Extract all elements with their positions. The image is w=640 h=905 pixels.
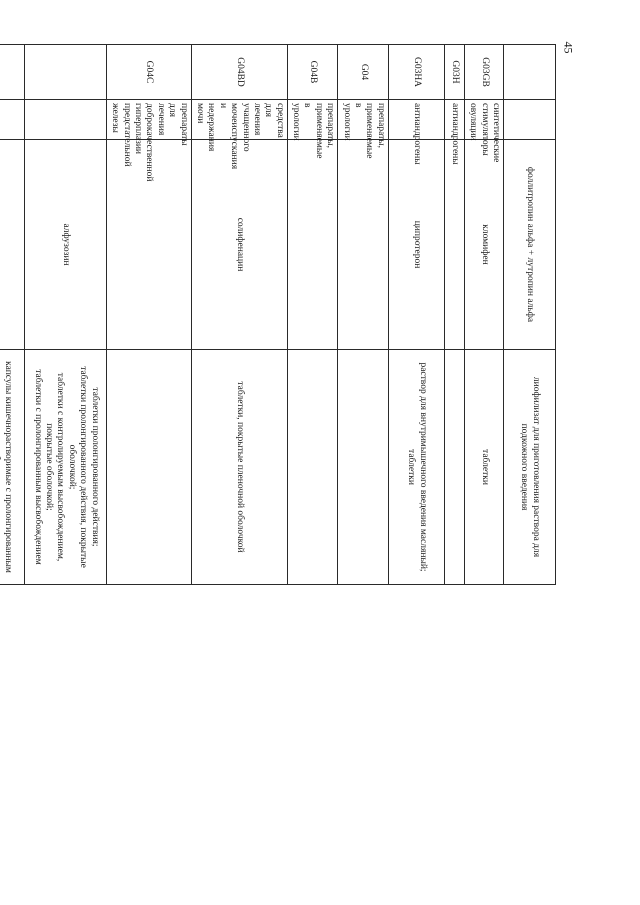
atc-code-cell [24,45,106,100]
page-number: 45 [561,41,576,54]
dosage-form-cell [24,350,106,585]
dosage-form-cell [388,350,444,585]
dosage-form-cell [287,350,338,585]
drug-name-cell [287,140,338,350]
drug-name-cell: фоллитропин альфа + лутропин альфа [504,140,556,350]
dosage-form-line: таблетки с контролируемым высвобождением, покрытые оболочкой; [43,372,66,562]
dosage-form-line: таблетки [479,449,490,485]
table-row [106,45,191,862]
table-row [191,45,287,862]
atc-code-cell: G04C [106,45,191,100]
atc-code-cell: G03GB [464,45,503,100]
table-row [504,45,556,862]
group-name-cell: препараты для лечения доброкачественной гиперплазии предстательной железы [106,100,191,140]
drug-name-cell: алфузозин [24,140,106,350]
table-row [287,45,338,862]
group-name-cell [0,100,24,140]
dosage-form-line: таблетки, покрытые пленочной оболочкой [234,381,245,553]
dosage-form-line: таблетки [406,449,417,485]
group-name-cell: препараты, применяемые в урологии [287,100,338,140]
drug-name-cell [444,140,464,350]
group-name-cell: антиандрогены [388,100,444,140]
group-name-cell: препараты, применяемые в урологии [338,100,389,140]
dosage-form-line: раствор для внутримышечного введения масляный; [417,362,428,572]
table-row [388,45,444,862]
atc-code-cell [0,45,24,100]
drug-table-rotated [2,44,556,861]
dosage-form-line: капсулы кишечнорастворимые с пролонгированным [2,361,13,573]
table-row [338,45,389,862]
dosage-form-line: таблетки пролонгированного действия, покрытые оболочкой; [66,366,89,568]
dosage-form-line: таблетки пролонгированного действия; [89,387,100,547]
atc-code-cell: G04 [338,45,389,100]
dosage-form-cell [464,350,503,585]
drug-name-cell: солифенацин [191,140,287,350]
dosage-form-cell [338,350,389,585]
atc-code-cell: G04BD [191,45,287,100]
dosage-form-cell [444,350,464,585]
atc-code-cell: G04B [287,45,338,100]
table-row [444,45,464,862]
drug-name-cell [0,140,24,350]
table-row [24,45,106,862]
drug-name-cell [338,140,389,350]
dosage-form-cell [0,350,24,585]
group-name-cell: синтетические стимуляторы овуляции [464,100,503,140]
dosage-form-cell [191,350,287,585]
atc-code-cell: G03HA [388,45,444,100]
group-name-cell: антиандрогены [444,100,464,140]
drug-table [0,44,556,862]
table-row [464,45,503,862]
dosage-form-cell [504,350,556,585]
dosage-form-line: лиофилизат для приготовления раствора для подкожного введения [519,376,541,558]
atc-code-cell [504,45,556,100]
table-row [0,45,24,862]
drug-name-cell: ципротерон [388,140,444,350]
group-name-cell [24,100,106,140]
group-name-cell [504,100,556,140]
group-name-cell: средства для лечения учащенного мочеиспускания и недержания мочи [191,100,287,140]
drug-name-cell: кломифен [464,140,503,350]
dosage-form-cell [106,350,191,585]
dosage-form-line: таблетки с пролонгированным высвобождением [32,369,43,565]
atc-code-cell: G03H [444,45,464,100]
